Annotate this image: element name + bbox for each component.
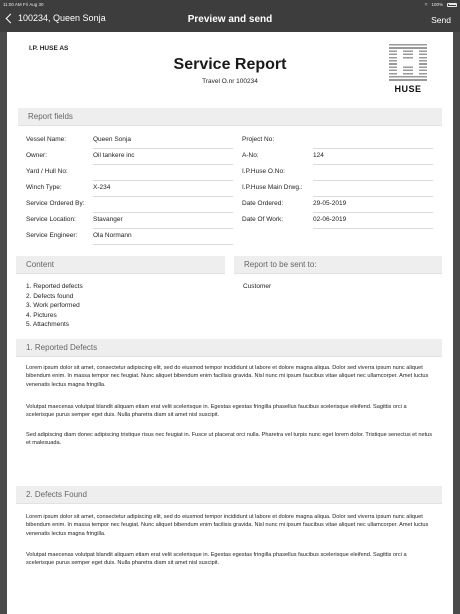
back-button[interactable] bbox=[4, 13, 106, 23]
sent-to-header: Report to be sent to: bbox=[234, 256, 442, 274]
status-date: Fri Aug 30 bbox=[22, 1, 44, 7]
field-label: A-No: bbox=[242, 152, 259, 159]
section-paragraph: Sed adipiscing diam donec adipiscing tristique risus nec feugiat in. Fusce ut placerat orci nulla. Pharetra vel turpis nunc eget lorem dolor. Tristique senectus et netus et malesuada. bbox=[26, 432, 433, 447]
field-label: Yard / Hull No: bbox=[26, 168, 68, 175]
status-bar bbox=[0, 0, 460, 8]
section-paragraph: Volutpat maecenas volutpat blandit aliquam etiam erat velit scelerisque in. Egestas egestas fringilla phasellus faucibus scelerisque eleifend. Sagittis orci a scelerisque purus semper eget duis. Nulla pharetra diam sit amet nisl suscipit. bbox=[26, 552, 407, 567]
back-button-label: 100234, Queen Sonja bbox=[18, 13, 106, 23]
field-label: Owner: bbox=[26, 152, 47, 159]
field-row bbox=[26, 132, 434, 148]
list-item: 5. Attachments bbox=[26, 321, 69, 329]
field-value: 02-06-2019 bbox=[313, 216, 347, 223]
status-time-date bbox=[3, 2, 43, 7]
field-value: X-234 bbox=[93, 184, 111, 191]
battery-percent: 100% bbox=[431, 2, 443, 7]
field-row bbox=[26, 164, 434, 180]
field-row bbox=[26, 180, 434, 196]
field-value: Oil tankere inc bbox=[93, 152, 135, 159]
field-label: Project No: bbox=[242, 136, 275, 143]
field-value: 124 bbox=[313, 152, 324, 159]
page-title: Preview and send bbox=[187, 14, 273, 25]
field-value: Queen Sonja bbox=[93, 136, 131, 143]
chevron-left-icon bbox=[6, 13, 16, 23]
huse-logo bbox=[389, 44, 427, 96]
field-label: Vessel Name: bbox=[26, 136, 67, 143]
field-row bbox=[26, 196, 434, 212]
field-label: Service Engineer: bbox=[26, 232, 78, 239]
status-time: 11:00 AM bbox=[3, 1, 22, 7]
field-value: Ola Normann bbox=[93, 232, 132, 239]
field-row bbox=[26, 148, 434, 164]
content-list bbox=[26, 282, 83, 330]
section-defects-found-header: 2. Defects Found bbox=[16, 486, 442, 504]
report-document[interactable] bbox=[7, 32, 453, 614]
field-label: Service Ordered By: bbox=[26, 200, 85, 207]
list-item: 3. Work performed bbox=[26, 302, 80, 310]
section-paragraph: Volutpat maecenas volutpat blandit aliquam etiam erat velit scelerisque in. Egestas egestas fringilla phasellus faucibus scelerisque eleifend. Sagittis orci a scelerisque purus semper eget duis. Nulla pharetra diam sit amet nisl suscipit. bbox=[26, 404, 407, 419]
logo-mark bbox=[389, 44, 427, 82]
field-label: Date Ordered: bbox=[242, 200, 284, 207]
field-label: I.P.Huse O.No: bbox=[242, 168, 285, 175]
status-indicators bbox=[425, 2, 457, 8]
field-label: Service Location: bbox=[26, 216, 76, 223]
field-label: Date Of Work: bbox=[242, 216, 284, 223]
field-row bbox=[26, 212, 434, 228]
navigation-bar bbox=[0, 8, 460, 32]
company-name: I.P. HUSE AS bbox=[29, 45, 69, 52]
send-button[interactable]: Send bbox=[431, 15, 451, 25]
wifi-icon: ≈ bbox=[424, 1, 428, 8]
field-value: Stavanger bbox=[93, 216, 123, 223]
list-item: 2. Defects found bbox=[26, 292, 74, 300]
field-value: 29-05-2019 bbox=[313, 200, 347, 207]
section-reported-defects-header: 1. Reported Defects bbox=[16, 339, 442, 357]
report-title: Service Report bbox=[173, 56, 287, 73]
logo-text: HUSE bbox=[394, 84, 422, 94]
battery-icon bbox=[447, 3, 457, 7]
report-subtitle: Travel O.nr 100234 bbox=[202, 78, 258, 85]
content-header: Content bbox=[16, 256, 225, 274]
field-row bbox=[26, 228, 434, 244]
field-label: Winch Type: bbox=[26, 184, 62, 191]
field-label: I.P.Huse Main Drwg.: bbox=[242, 184, 303, 191]
section-paragraph: Lorem ipsum dolor sit amet, consectetur adipiscing elit, sed do eiusmod tempor incididunt ut labore et dolore magna aliqua. Dolor sed viverra ipsum nunc aliquet bibendum enim. In massa tempor nec feugiat. Nunc aliquet bibendum enim facilisis gravida. Nisl nunc mi ipsum faucibus vitae aliquet nec ullamcorper. Amet luctus venenatis lectus magna fringilla. bbox=[26, 365, 429, 388]
sent-to-value: Customer bbox=[243, 283, 272, 290]
report-fields-header: Report fields bbox=[18, 108, 442, 126]
list-item: 4. Pictures bbox=[26, 311, 57, 319]
section-paragraph: Lorem ipsum dolor sit amet, consectetur adipiscing elit, sed do eiusmod tempor incididunt ut labore et dolore magna aliqua. Dolor sed viverra ipsum nunc aliquet bibendum enim. In massa tempor nec feugiat. Nunc aliquet bibendum enim facilisis gravida. Nisl nunc mi ipsum faucibus vitae aliquet nec ullamcorper. Amet luctus venenatis lectus magna fringilla. bbox=[26, 514, 429, 537]
list-item: 1. Reported defects bbox=[26, 283, 83, 290]
